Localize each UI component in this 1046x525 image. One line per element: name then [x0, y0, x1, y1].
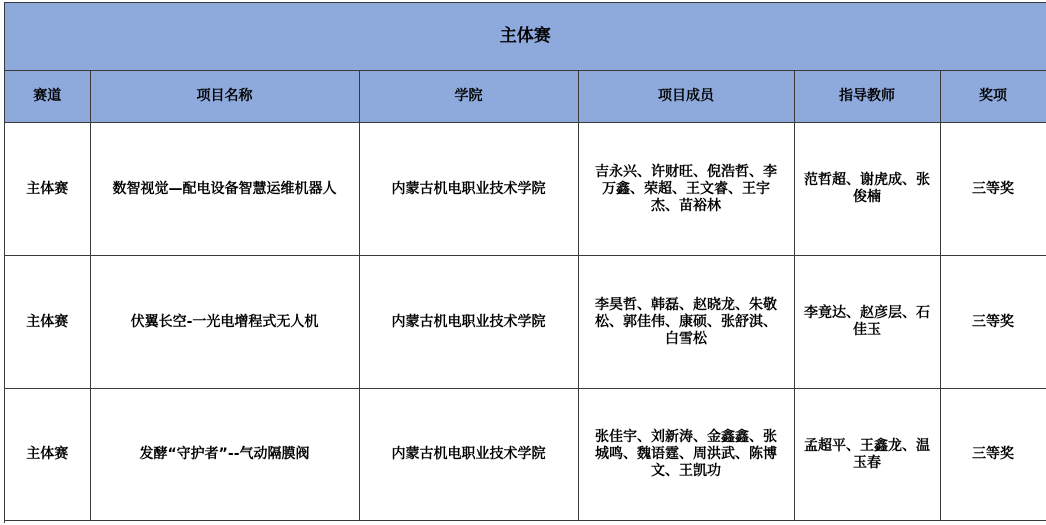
cell-college[interactable]: 内蒙古机电职业技术学院: [359, 389, 578, 521]
table-row: [5, 256, 1046, 389]
cell-members[interactable]: 李昊哲、韩磊、赵晓龙、朱敬松、郭佳伟、康硕、张舒淇、白雪松: [578, 256, 794, 389]
cell-members[interactable]: 张佳宇、刘新涛、金鑫鑫、张城鸣、魏语霆、周洪武、陈博文、王凯功: [578, 389, 794, 521]
cell-teachers[interactable]: 李竟达、赵彦层、石佳玉: [794, 256, 940, 389]
header-teachers[interactable]: 指导教师: [794, 71, 940, 123]
cell-project[interactable]: 数智视觉—配电设备智慧运维机器人: [90, 123, 359, 256]
cell-college[interactable]: 内蒙古机电职业技术学院: [359, 123, 578, 256]
table-row: [5, 123, 1046, 256]
table-row: [5, 389, 1046, 521]
cell-award[interactable]: 三等奖: [940, 256, 1046, 389]
header-track[interactable]: 赛道: [5, 71, 90, 123]
award-table: [5, 3, 1046, 521]
cell-track[interactable]: 主体赛: [5, 389, 90, 521]
spreadsheet: [4, 2, 1046, 523]
cell-teachers[interactable]: 孟超平、王鑫龙、温玉春: [794, 389, 940, 521]
header-row: [5, 71, 1046, 123]
cell-project[interactable]: 伏翼长空-一光电增程式无人机: [90, 256, 359, 389]
header-award[interactable]: 奖项: [940, 71, 1046, 123]
cell-track[interactable]: 主体赛: [5, 123, 90, 256]
header-college[interactable]: 学院: [359, 71, 578, 123]
header-members[interactable]: 项目成员: [578, 71, 794, 123]
title-row: [5, 3, 1046, 71]
cell-project[interactable]: 发酵“守护者”--气动隔膜阀: [90, 389, 359, 521]
table-title[interactable]: 主体赛: [5, 3, 1046, 71]
header-project[interactable]: 项目名称: [90, 71, 359, 123]
cell-teachers[interactable]: 范哲超、谢虎成、张俊楠: [794, 123, 940, 256]
cell-members[interactable]: 吉永兴、许财旺、倪浩哲、李万鑫、荣超、王文睿、王宇杰、苗裕林: [578, 123, 794, 256]
cell-track[interactable]: 主体赛: [5, 256, 90, 389]
cell-award[interactable]: 三等奖: [940, 389, 1046, 521]
cell-college[interactable]: 内蒙古机电职业技术学院: [359, 256, 578, 389]
cell-award[interactable]: 三等奖: [940, 123, 1046, 256]
